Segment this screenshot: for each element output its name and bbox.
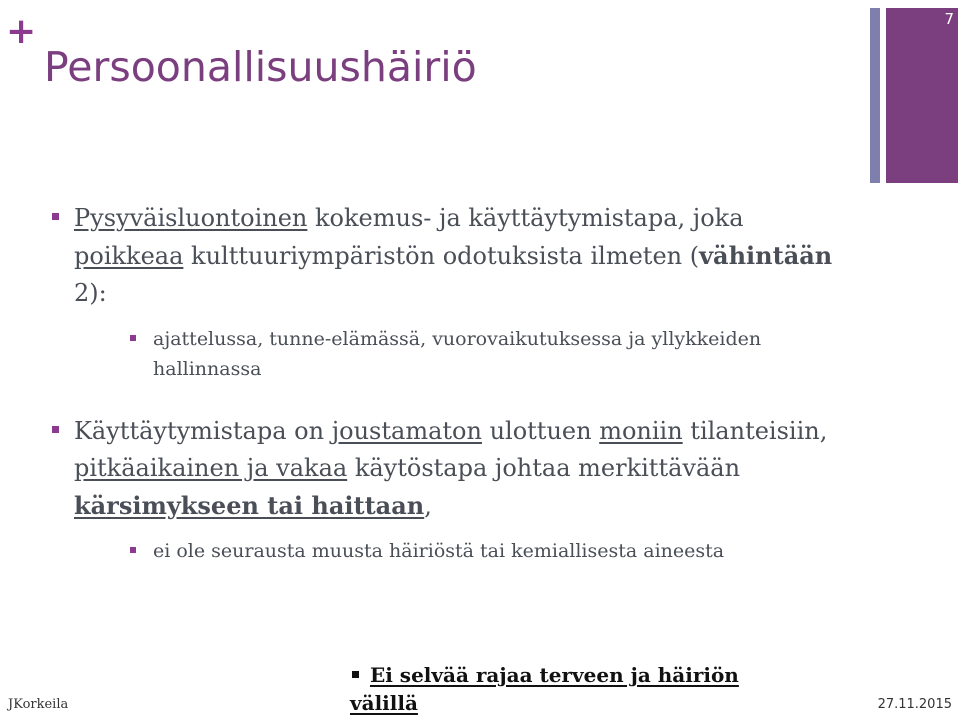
term-moniin: moniin [599, 417, 683, 445]
text-segment: ulottuen [481, 417, 600, 445]
square-bullet-icon [130, 547, 136, 553]
text-segment: , [424, 492, 432, 520]
footer-author: JKorkeila [8, 697, 69, 712]
text-segment: 2): [74, 279, 107, 307]
term-pysyvaisluontoinen: Pysyväisluontoinen [74, 204, 308, 232]
text-segment: kulttuuriympäristön odotuksista ilmeten ( [183, 242, 700, 270]
text-segment: kokemus- ja käyttäytymistapa, joka [307, 204, 744, 232]
decorative-bar-light [870, 8, 880, 183]
term-vahintaan: vähintään [699, 241, 833, 270]
page-number: 7 [944, 10, 954, 28]
square-bullet-icon [52, 426, 59, 433]
decorative-bar-dark [886, 8, 958, 183]
note-line-2: välillä [350, 691, 418, 715]
term-poikkeaa: poikkeaa [74, 242, 184, 270]
term-pitkaaikainen: pitkäaikainen ja vakaa [74, 454, 348, 482]
bullet-1-text [74, 200, 854, 312]
bullet-2-text [74, 413, 854, 525]
note-line-1: Ei selvää rajaa terveen ja häiriön [370, 663, 739, 687]
footer-date: 27.11.2015 [877, 697, 952, 712]
text-segment: tilanteisiin, [682, 417, 828, 445]
square-bullet-icon [130, 335, 136, 341]
term-joustamaton: joustamaton [331, 417, 482, 445]
text-segment: Käyttäytymistapa on [74, 417, 332, 445]
plus-icon: + [6, 11, 37, 52]
term-karsimykseen: kärsimykseen tai haittaan [74, 491, 425, 520]
slide-title: Persoonallisuushäiriö [44, 43, 477, 91]
sub-bullet-1-text: ajattelussa, tunne-elämässä, vuorovaikutuksessa ja yllykkeiden hallinnassa [153, 328, 762, 380]
text-segment: käytöstapa johtaa merkittävään [347, 454, 741, 482]
sub-bullet-2-text: ei ole seurausta muusta häiriöstä tai kemiallisesta aineesta [153, 540, 725, 562]
square-bullet-icon [352, 671, 359, 678]
square-bullet-icon [52, 213, 59, 220]
